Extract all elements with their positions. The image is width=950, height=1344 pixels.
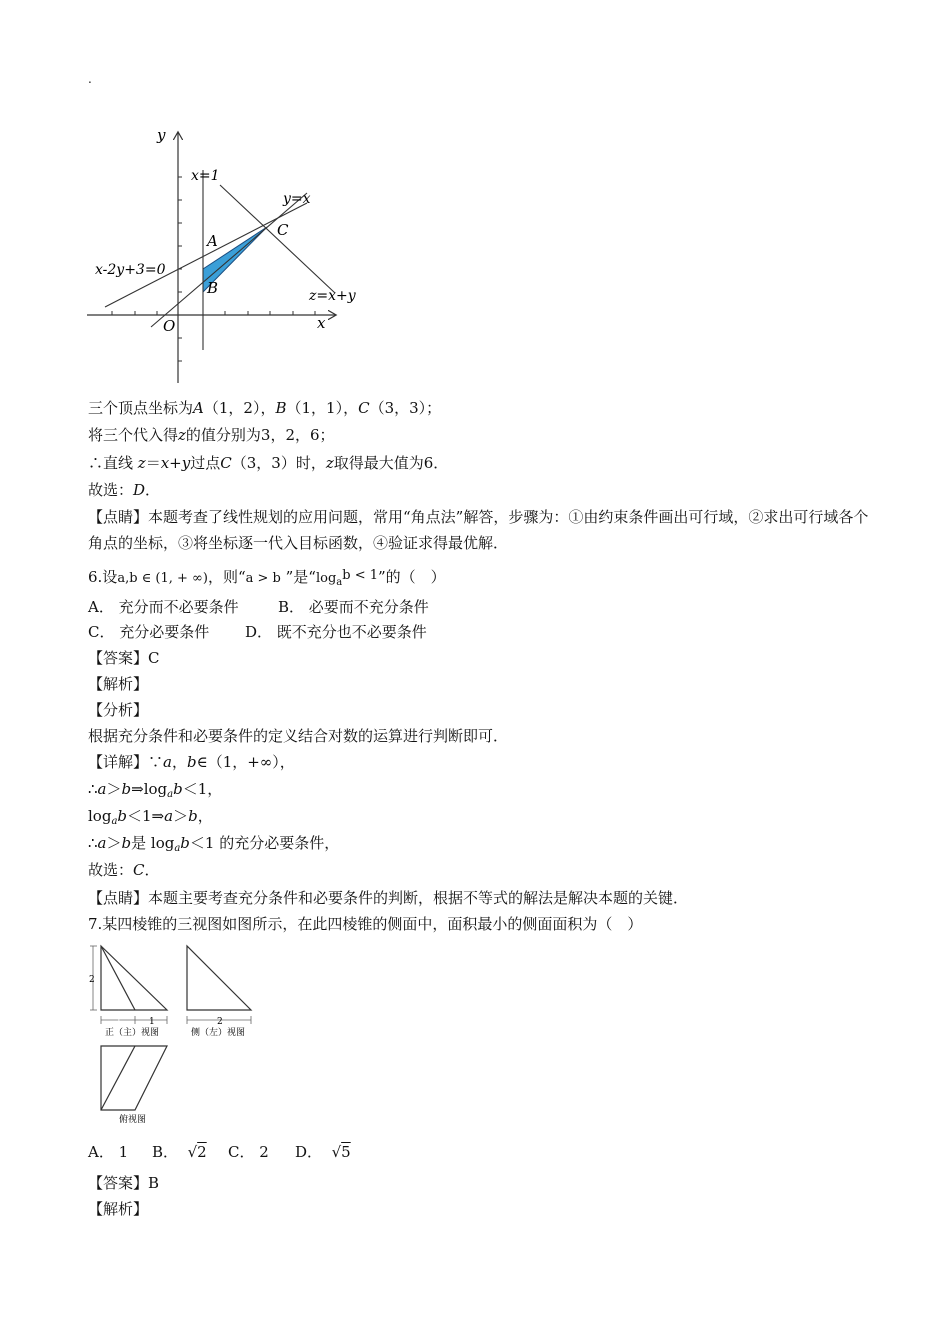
top-view-label: 俯视图	[119, 1115, 147, 1125]
sqrt-symbol: √	[187, 1143, 198, 1161]
q7-option-d: D． √5	[295, 1143, 351, 1161]
question-6-stem: 6.设a,b ∈ (1, + ∞)，则“a > b ”是“$\log_ab < 1$”的（ ）	[88, 568, 446, 588]
q6-option-a: A． 充分而不必要条件	[88, 598, 239, 616]
top-view	[101, 1046, 167, 1110]
stray-dot: .	[88, 72, 92, 86]
q6-choice: 故选：C．	[88, 861, 160, 879]
point-c-label: C	[277, 221, 289, 239]
q6-dianjing: 【点睛】本题主要考查充分条件和必要条件的判断，根据不等式的解法是解决本题的关键．	[88, 889, 689, 907]
q6-detail-4: ∴a＞b是 $\log_ab<1$ 的充分必要条件，	[88, 834, 340, 854]
q7-jiexi: 【解析】	[88, 1200, 149, 1218]
q6-detail-1: 【详解】∵a，b∈（1，+∞），	[88, 753, 295, 771]
q6-detail-2: $\therefore a>b\Rightarrow\log_ab<1$，	[88, 780, 223, 800]
dianjing-paragraph: 【点睛】本题考查了线性规划的应用问题，常用“角点法”解答，步骤为：①由约束条件画出可行域，②求出可行域各个角点的坐标，③将坐标逐一代入目标函数，④验证求得最优解．	[88, 508, 869, 552]
q6-option-d: D． 既不充分也不必要条件	[245, 623, 427, 641]
choice-d: 故选：D．	[88, 481, 161, 499]
q6-jiexi: 【解析】	[88, 675, 149, 693]
q6-fenxi: 【分析】	[88, 701, 149, 719]
y-axis-label: y	[157, 126, 166, 144]
q6-answer: 【答案】C	[88, 649, 160, 667]
dim-1b: 1	[149, 1017, 155, 1027]
line-y-equals-x	[151, 193, 307, 327]
side-view	[187, 946, 251, 1010]
x-axis-label: x	[317, 314, 326, 332]
dim-side-2: 2	[217, 1017, 223, 1027]
point-a-label: A	[207, 232, 218, 250]
q6-option-c: C． 充分必要条件	[88, 623, 210, 641]
sqrt-symbol-2: √	[331, 1143, 342, 1161]
question-7-stem: 7.某四棱锥的三视图如图所示，在此四棱锥的侧面中，面积最小的侧面面积为（ ）	[88, 915, 643, 933]
front-view-label: 正（主）视图	[105, 1028, 160, 1038]
label-x1: x=1	[191, 168, 220, 184]
max-value-statement: ∴直线 z＝x+y过点C（3，3）时，z取得最大值为6．	[88, 454, 449, 472]
three-view-figure	[85, 940, 265, 1130]
feasible-region-figure	[85, 125, 365, 390]
q7-option-c: C． 2	[228, 1143, 269, 1161]
q6-detail-3: $\log_ab<1\Rightarrow a>b$，	[88, 807, 213, 827]
dim-1a: 1	[116, 1017, 122, 1027]
point-b-label: B	[207, 279, 219, 297]
label-z: z=x+y	[309, 288, 356, 304]
q7-option-a: A． 1	[88, 1143, 129, 1161]
q6-option-b: B． 必要而不充分条件	[278, 598, 429, 616]
q7-option-b: B． √2	[152, 1143, 207, 1161]
dim-height-2: 2	[89, 975, 95, 985]
label-x2y3: x-2y+3=0	[95, 262, 166, 278]
q6-fenxi-text: 根据充分条件和必要条件的定义结合对数的运算进行判断即可．	[88, 727, 509, 745]
q7-answer: 【答案】B	[88, 1174, 160, 1192]
front-view	[101, 946, 167, 1010]
side-view-label: 侧（左）视图	[191, 1028, 246, 1038]
label-yx: y=x	[283, 191, 311, 207]
origin-label: O	[163, 317, 176, 335]
vertex-coordinates: 三个顶点坐标为A（1，2），B（1，1），C（3，3）；	[88, 399, 442, 417]
substitution-values: 将三个代入得z的值分别为3，2，6；	[88, 426, 335, 444]
